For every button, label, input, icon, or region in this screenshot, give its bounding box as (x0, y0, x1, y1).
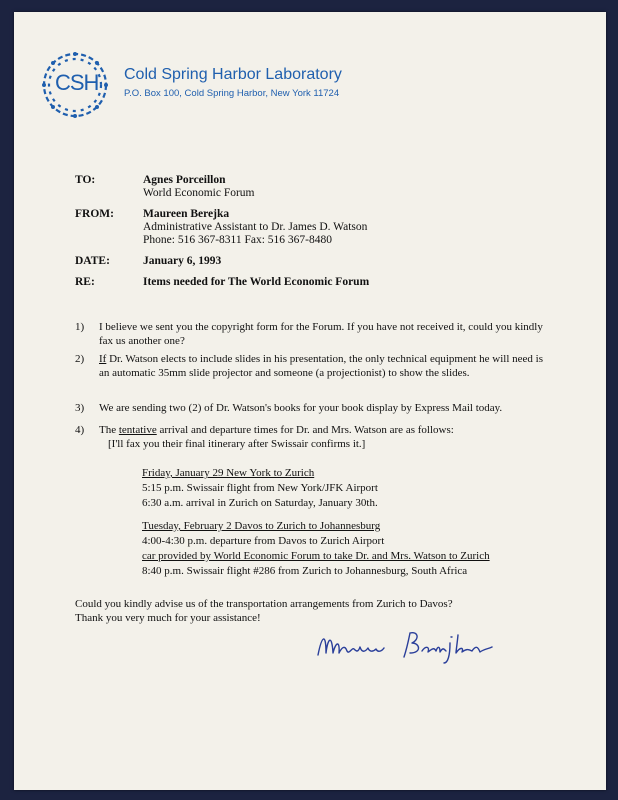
schedule-leg-2 (142, 519, 490, 579)
re-value: Items needed for The World Economic Forum (143, 276, 370, 288)
to-label: TO: (75, 174, 96, 186)
org-name: Cold Spring Harbor Laboratory (124, 66, 342, 83)
from-block (143, 208, 367, 247)
item-number: 1) (75, 321, 85, 333)
from-name: Maureen Berejka (143, 208, 230, 220)
leg2-line-3: 8:40 p.m. Swissair flight #286 from Zurich to Johannesburg, South Africa (142, 565, 468, 577)
item-text: arrival and departure times for Dr. and Mrs. Watson are as follows: (156, 424, 454, 436)
leg2-heading: Tuesday, February 2 Davos to Zurich to Johannesburg (142, 520, 381, 532)
list-item: 4) The tentative arrival and departure times for Dr. and Mrs. Watson are as follows: [I'll fax you their final itinerary after Swissair confirms it.] (75, 424, 545, 451)
item-text: I believe we sent you the copyright form for the Forum. If you have not received it, could you kindly fax us another one? (99, 321, 543, 347)
csh-logo-letters: CSH (55, 70, 99, 95)
leg1-line-1: 5:15 p.m. Swissair flight from New York/JFK Airport (142, 482, 378, 494)
item-number: 3) (75, 402, 85, 414)
leg1-heading: Friday, January 29 New York to Zurich (142, 467, 315, 479)
closing (75, 597, 453, 625)
item-lead-underlined: If (99, 353, 107, 365)
closing-line-1: Could you kindly advise us of the transportation arrangements from Zurich to Davos? (75, 598, 453, 610)
from-label: FROM: (75, 208, 114, 220)
to-name: Agnes Porceillon (143, 174, 226, 186)
leg1-line-2: 6:30 a.m. arrival in Zurich on Saturday, January 30th. (142, 497, 378, 509)
leg2-line-1: 4:00-4:30 p.m. departure from Davos to Zurich Airport (142, 535, 385, 547)
to-org: World Economic Forum (143, 187, 255, 199)
item-number: 4) (75, 424, 85, 436)
to-block (143, 174, 255, 200)
list-item (75, 321, 545, 348)
schedule-leg-1 (142, 466, 378, 511)
item-text: Dr. Watson elects to include slides in his presentation, the only technical equipment he will need is an automatic 35mm slide projector and someone (a projectionist) to show the slides. (99, 353, 544, 379)
item-text: We are sending two (2) of Dr. Watson's books for your book display by Express Mail today. (99, 402, 503, 414)
date-value: January 6, 1993 (143, 255, 222, 267)
from-phone: Phone: 516 367-8311 Fax: 516 367-8480 (143, 234, 332, 246)
item-emphasis-underlined: tentative (118, 424, 157, 436)
list-item (75, 353, 545, 380)
date-label: DATE: (75, 255, 110, 267)
re-label: RE: (75, 276, 95, 288)
item-number: 2) (75, 353, 85, 365)
handwritten-signature (312, 625, 502, 665)
letter-page (14, 12, 606, 790)
item-note: [I'll fax you their final itinerary after Swissair confirms it.] (108, 437, 366, 450)
from-title: Administrative Assistant to Dr. James D. Watson (143, 221, 368, 233)
leg2-line-2: car provided by World Economic Forum to take Dr. and Mrs. Watson to Zurich (142, 550, 490, 562)
org-address: P.O. Box 100, Cold Spring Harbor, New York 11724 (124, 88, 340, 99)
list-item (75, 402, 545, 416)
closing-line-2: Thank you very much for your assistance! (75, 612, 261, 624)
